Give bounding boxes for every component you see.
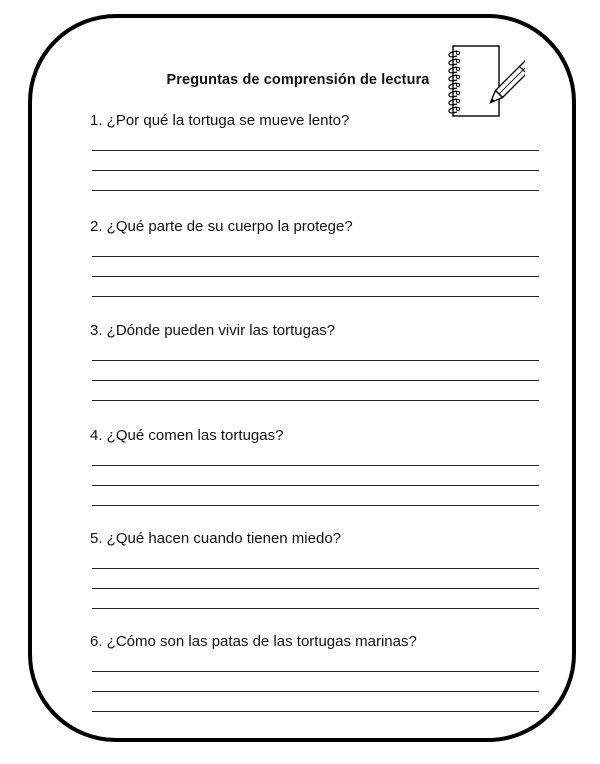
answer-line[interactable] (92, 190, 539, 191)
question-1 (90, 112, 550, 130)
answer-line[interactable] (92, 380, 539, 381)
answer-line[interactable] (92, 150, 539, 151)
question-6 (90, 633, 550, 651)
question-5 (90, 530, 550, 548)
question-6-text: 6. ¿Cómo son las patas de las tortugas marinas? (90, 633, 417, 650)
answer-line[interactable] (92, 588, 539, 589)
page-title: Preguntas de comprensión de lectura (166, 72, 430, 88)
answer-line[interactable] (92, 568, 539, 569)
answer-line[interactable] (92, 711, 539, 712)
answer-line[interactable] (92, 296, 539, 297)
question-4-text: 4. ¿Qué comen las tortugas? (90, 427, 284, 444)
question-4 (90, 427, 550, 445)
worksheet-frame (28, 14, 576, 742)
answer-line[interactable] (92, 608, 539, 609)
answer-line[interactable] (92, 360, 539, 361)
answer-line[interactable] (92, 691, 539, 692)
answer-line[interactable] (92, 671, 539, 672)
question-3-text: 3. ¿Dónde pueden vivir las tortugas? (90, 322, 336, 339)
question-3 (90, 322, 550, 340)
answer-line[interactable] (92, 276, 539, 277)
answer-line[interactable] (92, 256, 539, 257)
question-2-text: 2. ¿Qué parte de su cuerpo la protege? (90, 218, 353, 235)
question-5-text: 5. ¿Qué hacen cuando tienen miedo? (90, 530, 342, 547)
answer-line[interactable] (92, 170, 539, 171)
answer-line[interactable] (92, 465, 539, 466)
answer-line[interactable] (92, 485, 539, 486)
answer-line[interactable] (92, 505, 539, 506)
answer-line[interactable] (92, 400, 539, 401)
question-2 (90, 218, 550, 236)
question-1-text: 1. ¿Por qué la tortuga se mueve lento? (90, 112, 350, 129)
